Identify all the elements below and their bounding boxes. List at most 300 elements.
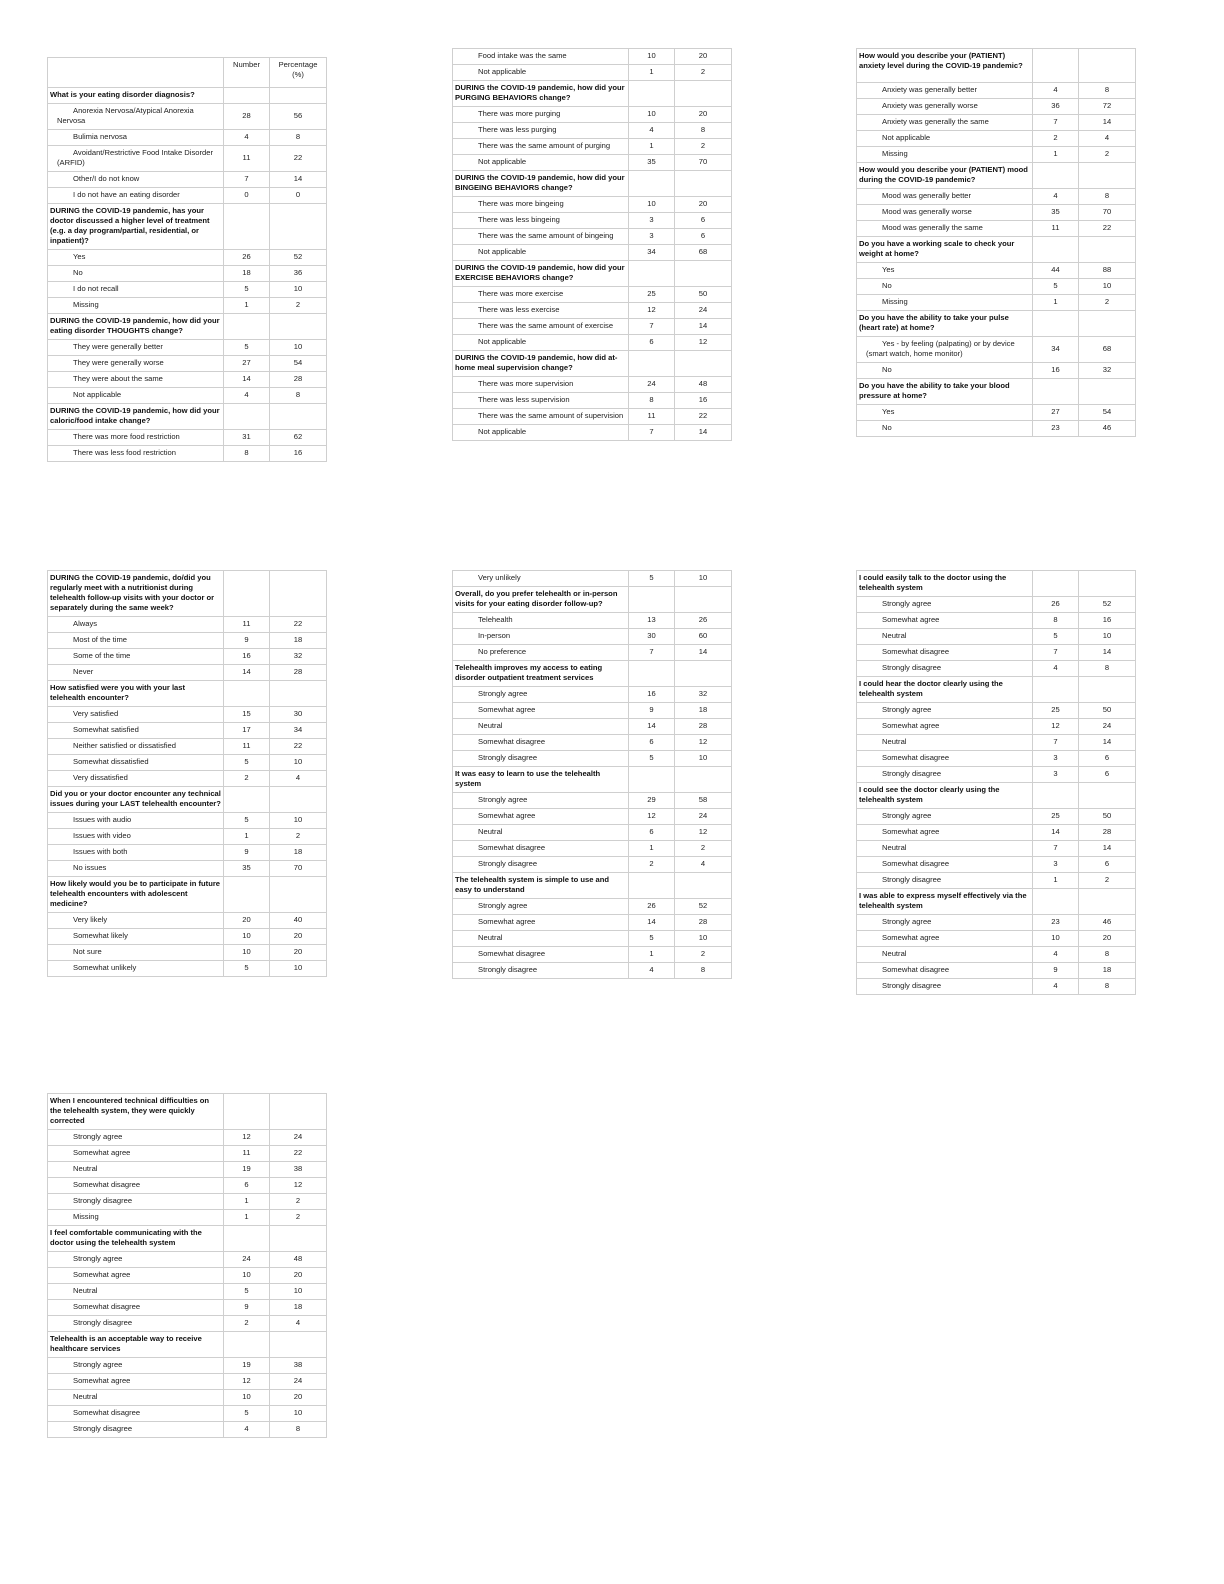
percentage-cell: 24 bbox=[1079, 719, 1136, 735]
option-row bbox=[48, 665, 327, 681]
percentage-cell: 52 bbox=[675, 899, 732, 915]
option-row bbox=[857, 205, 1136, 221]
option-row bbox=[857, 809, 1136, 825]
option-label: Strongly agree bbox=[48, 1358, 224, 1374]
count-cell: 5 bbox=[1033, 629, 1079, 645]
option-row bbox=[48, 1268, 327, 1284]
count-cell: 4 bbox=[224, 388, 270, 404]
option-label: There was more supervision bbox=[453, 377, 629, 393]
count-cell: 24 bbox=[224, 1252, 270, 1268]
count-cell: 2 bbox=[1033, 131, 1079, 147]
option-label: Strongly agree bbox=[857, 703, 1033, 719]
question-row bbox=[453, 767, 732, 793]
option-row bbox=[857, 629, 1136, 645]
percentage-cell: 60 bbox=[675, 629, 732, 645]
count-cell: 4 bbox=[1033, 947, 1079, 963]
percentage-cell: 24 bbox=[270, 1130, 327, 1146]
percentage-cell: 20 bbox=[270, 1390, 327, 1406]
count-cell: 26 bbox=[1033, 597, 1079, 613]
count-cell bbox=[1033, 311, 1079, 337]
question-label: I could see the doctor clearly using the telehealth system bbox=[857, 783, 1033, 809]
count-cell bbox=[1033, 571, 1079, 597]
question-label: Overall, do you prefer telehealth or in-person visits for your eating disorder follow-up? bbox=[453, 587, 629, 613]
count-cell bbox=[224, 88, 270, 104]
option-row bbox=[857, 421, 1136, 437]
option-label: Strongly disagree bbox=[48, 1316, 224, 1332]
percentage-cell: 20 bbox=[1079, 931, 1136, 947]
option-row bbox=[453, 213, 732, 229]
percentage-cell: 14 bbox=[675, 319, 732, 335]
percentage-cell: 16 bbox=[1079, 613, 1136, 629]
percentage-cell: 2 bbox=[1079, 873, 1136, 889]
count-cell: 35 bbox=[224, 861, 270, 877]
option-label: They were about the same bbox=[48, 372, 224, 388]
question-label: DURING the COVID-19 pandemic, how did your BINGEING BEHAVIORS change? bbox=[453, 171, 629, 197]
count-cell: 10 bbox=[629, 197, 675, 213]
option-row bbox=[48, 1358, 327, 1374]
option-row bbox=[48, 1316, 327, 1332]
percentage-cell: 22 bbox=[270, 1146, 327, 1162]
percentage-cell: 36 bbox=[270, 266, 327, 282]
option-row bbox=[48, 446, 327, 462]
option-row bbox=[453, 915, 732, 931]
option-label: Strongly disagree bbox=[453, 857, 629, 873]
count-cell: 2 bbox=[224, 771, 270, 787]
option-label: Somewhat agree bbox=[453, 809, 629, 825]
percentage-cell: 26 bbox=[675, 613, 732, 629]
count-cell: 11 bbox=[224, 146, 270, 172]
count-cell: 1 bbox=[224, 1194, 270, 1210]
question-row bbox=[453, 661, 732, 687]
question-label: I was able to express myself effectively via the telehealth system bbox=[857, 889, 1033, 915]
option-label: No bbox=[857, 363, 1033, 379]
option-row bbox=[453, 857, 732, 873]
option-label: Not applicable bbox=[453, 155, 629, 171]
percentage-cell bbox=[270, 787, 327, 813]
percentage-cell: 2 bbox=[270, 298, 327, 314]
count-cell: 3 bbox=[629, 229, 675, 245]
option-label: Somewhat agree bbox=[453, 915, 629, 931]
percentage-cell bbox=[270, 571, 327, 617]
count-cell: 16 bbox=[1033, 363, 1079, 379]
percentage-cell: 2 bbox=[270, 1210, 327, 1226]
option-row bbox=[48, 913, 327, 929]
question-label: How satisfied were you with your last telehealth encounter? bbox=[48, 681, 224, 707]
count-cell: 12 bbox=[224, 1374, 270, 1390]
percentage-cell: 16 bbox=[675, 393, 732, 409]
question-row bbox=[857, 889, 1136, 915]
option-label: Somewhat unlikely bbox=[48, 961, 224, 977]
count-cell: 14 bbox=[1033, 825, 1079, 841]
option-label: Mood was generally worse bbox=[857, 205, 1033, 221]
option-row bbox=[857, 719, 1136, 735]
percentage-cell: 10 bbox=[270, 755, 327, 771]
percentage-cell: 6 bbox=[675, 229, 732, 245]
option-row bbox=[453, 287, 732, 303]
percentage-cell: 22 bbox=[270, 739, 327, 755]
option-row bbox=[857, 613, 1136, 629]
percentage-cell: 2 bbox=[675, 65, 732, 81]
table-header-row bbox=[48, 58, 327, 88]
question-label: DURING the COVID-19 pandemic, how did your PURGING BEHAVIORS change? bbox=[453, 81, 629, 107]
question-label: Do you have the ability to take your pulse (heart rate) at home? bbox=[857, 311, 1033, 337]
question-label: Telehealth is an acceptable way to receive healthcare services bbox=[48, 1332, 224, 1358]
option-label: Issues with audio bbox=[48, 813, 224, 829]
option-label: No bbox=[857, 279, 1033, 295]
question-label: When I encountered technical difficulties on the telehealth system, they were quickly corrected bbox=[48, 1094, 224, 1130]
count-cell bbox=[629, 81, 675, 107]
question-row bbox=[48, 88, 327, 104]
option-row bbox=[453, 335, 732, 351]
option-label: Somewhat agree bbox=[857, 613, 1033, 629]
percentage-cell: 46 bbox=[1079, 915, 1136, 931]
option-row bbox=[48, 172, 327, 188]
question-row bbox=[453, 261, 732, 287]
question-label: How likely would you be to participate in future telehealth encounters with adolescent medicine? bbox=[48, 877, 224, 913]
question-row bbox=[453, 171, 732, 197]
option-label: There was more purging bbox=[453, 107, 629, 123]
option-label: There was the same amount of purging bbox=[453, 139, 629, 155]
option-row bbox=[48, 961, 327, 977]
option-label: Somewhat disagree bbox=[48, 1178, 224, 1194]
percentage-cell bbox=[270, 1226, 327, 1252]
header-blank-cell bbox=[48, 58, 224, 88]
percentage-cell: 18 bbox=[675, 703, 732, 719]
option-row bbox=[453, 613, 732, 629]
option-row bbox=[857, 363, 1136, 379]
percentage-cell: 14 bbox=[1079, 841, 1136, 857]
option-row bbox=[857, 115, 1136, 131]
option-label: Neither satisfied or dissatisfied bbox=[48, 739, 224, 755]
option-row bbox=[48, 929, 327, 945]
percentage-cell: 2 bbox=[675, 841, 732, 857]
option-label: Somewhat likely bbox=[48, 929, 224, 945]
percentage-cell bbox=[675, 873, 732, 899]
percentage-cell: 4 bbox=[675, 857, 732, 873]
option-label: I do not have an eating disorder bbox=[48, 188, 224, 204]
count-cell: 35 bbox=[629, 155, 675, 171]
percentage-cell: 14 bbox=[270, 172, 327, 188]
count-cell bbox=[224, 571, 270, 617]
percentage-cell: 8 bbox=[270, 388, 327, 404]
count-cell: 2 bbox=[629, 857, 675, 873]
option-label: Somewhat disagree bbox=[48, 1300, 224, 1316]
count-cell: 10 bbox=[1033, 931, 1079, 947]
option-row bbox=[48, 1284, 327, 1300]
option-row bbox=[857, 915, 1136, 931]
percentage-cell: 28 bbox=[675, 915, 732, 931]
option-label: Not applicable bbox=[453, 245, 629, 261]
percentage-cell: 40 bbox=[270, 913, 327, 929]
percentage-cell: 20 bbox=[675, 49, 732, 65]
count-cell: 1 bbox=[629, 947, 675, 963]
option-label: There was the same amount of exercise bbox=[453, 319, 629, 335]
count-cell: 5 bbox=[224, 1406, 270, 1422]
percentage-cell: 10 bbox=[270, 282, 327, 298]
percentage-cell: 10 bbox=[270, 813, 327, 829]
percentage-cell: 14 bbox=[1079, 115, 1136, 131]
option-label: Not applicable bbox=[453, 335, 629, 351]
option-row bbox=[453, 825, 732, 841]
survey-table-4 bbox=[47, 570, 327, 977]
percentage-cell: 8 bbox=[1079, 83, 1136, 99]
option-row bbox=[453, 645, 732, 661]
option-label: Somewhat agree bbox=[48, 1146, 224, 1162]
option-row bbox=[857, 189, 1136, 205]
survey-table-5 bbox=[452, 570, 732, 979]
option-label: There was less supervision bbox=[453, 393, 629, 409]
option-label: Strongly disagree bbox=[857, 767, 1033, 783]
question-label: What is your eating disorder diagnosis? bbox=[48, 88, 224, 104]
count-cell: 7 bbox=[629, 319, 675, 335]
percentage-cell: 4 bbox=[270, 771, 327, 787]
count-cell: 4 bbox=[1033, 83, 1079, 99]
percentage-cell: 22 bbox=[270, 617, 327, 633]
option-label: Somewhat disagree bbox=[453, 735, 629, 751]
option-row bbox=[48, 1130, 327, 1146]
count-cell: 7 bbox=[1033, 735, 1079, 751]
count-cell: 14 bbox=[629, 915, 675, 931]
count-cell: 35 bbox=[1033, 205, 1079, 221]
count-cell: 13 bbox=[629, 613, 675, 629]
survey-table-1 bbox=[47, 57, 327, 462]
option-label: Not applicable bbox=[857, 131, 1033, 147]
option-label: Anorexia Nervosa/Atypical Anorexia Nervosa bbox=[48, 104, 224, 130]
table-body bbox=[453, 571, 732, 979]
percentage-cell bbox=[1079, 237, 1136, 263]
percentage-cell: 54 bbox=[1079, 405, 1136, 421]
percentage-cell: 54 bbox=[270, 356, 327, 372]
option-label: There was less exercise bbox=[453, 303, 629, 319]
count-cell: 25 bbox=[1033, 703, 1079, 719]
count-cell: 27 bbox=[224, 356, 270, 372]
percentage-cell bbox=[270, 314, 327, 340]
option-label: Always bbox=[48, 617, 224, 633]
option-row bbox=[48, 1146, 327, 1162]
option-row bbox=[48, 813, 327, 829]
count-cell: 15 bbox=[224, 707, 270, 723]
percentage-cell bbox=[270, 681, 327, 707]
count-cell: 7 bbox=[1033, 841, 1079, 857]
count-cell bbox=[629, 767, 675, 793]
count-cell bbox=[224, 404, 270, 430]
percentage-cell: 8 bbox=[1079, 979, 1136, 995]
percentage-cell: 10 bbox=[270, 961, 327, 977]
option-label: Other/I do not know bbox=[48, 172, 224, 188]
count-cell: 25 bbox=[1033, 809, 1079, 825]
question-row bbox=[857, 49, 1136, 83]
percentage-cell: 88 bbox=[1079, 263, 1136, 279]
option-row bbox=[48, 1390, 327, 1406]
option-label: Strongly disagree bbox=[857, 661, 1033, 677]
option-label: Strongly agree bbox=[857, 597, 1033, 613]
option-row bbox=[857, 645, 1136, 661]
option-label: Anxiety was generally better bbox=[857, 83, 1033, 99]
count-cell: 10 bbox=[224, 1268, 270, 1284]
percentage-cell bbox=[1079, 311, 1136, 337]
count-cell: 4 bbox=[224, 1422, 270, 1438]
count-cell bbox=[224, 877, 270, 913]
option-label: Neutral bbox=[857, 735, 1033, 751]
option-row bbox=[453, 409, 732, 425]
option-row bbox=[453, 899, 732, 915]
count-cell: 19 bbox=[224, 1162, 270, 1178]
count-cell bbox=[224, 1332, 270, 1358]
option-row bbox=[857, 337, 1136, 363]
option-label: There was the same amount of bingeing bbox=[453, 229, 629, 245]
option-row bbox=[48, 755, 327, 771]
option-row bbox=[48, 130, 327, 146]
count-cell: 9 bbox=[629, 703, 675, 719]
percentage-cell: 12 bbox=[270, 1178, 327, 1194]
count-cell: 23 bbox=[1033, 421, 1079, 437]
count-cell: 6 bbox=[629, 735, 675, 751]
count-cell bbox=[1033, 889, 1079, 915]
count-cell: 7 bbox=[629, 425, 675, 441]
count-cell: 6 bbox=[224, 1178, 270, 1194]
percentage-cell: 12 bbox=[675, 335, 732, 351]
count-cell: 5 bbox=[224, 813, 270, 829]
count-cell: 1 bbox=[224, 829, 270, 845]
option-row bbox=[857, 405, 1136, 421]
question-row bbox=[48, 1226, 327, 1252]
option-label: Yes - by feeling (palpating) or by device (smart watch, home monitor) bbox=[857, 337, 1033, 363]
option-label: Strongly disagree bbox=[48, 1422, 224, 1438]
option-row bbox=[453, 49, 732, 65]
survey-table-6 bbox=[856, 570, 1136, 995]
count-cell: 12 bbox=[629, 809, 675, 825]
option-row bbox=[857, 767, 1136, 783]
option-row bbox=[857, 735, 1136, 751]
percentage-cell: 10 bbox=[270, 1284, 327, 1300]
question-row bbox=[857, 311, 1136, 337]
table-body bbox=[857, 571, 1136, 995]
question-row bbox=[48, 314, 327, 340]
count-cell: 11 bbox=[629, 409, 675, 425]
option-row bbox=[453, 841, 732, 857]
count-cell: 26 bbox=[224, 250, 270, 266]
percentage-cell bbox=[1079, 163, 1136, 189]
count-cell bbox=[1033, 677, 1079, 703]
option-label: Very likely bbox=[48, 913, 224, 929]
count-cell: 14 bbox=[224, 665, 270, 681]
option-label: Neutral bbox=[453, 719, 629, 735]
option-label: Very unlikely bbox=[453, 571, 629, 587]
question-label: Telehealth improves my access to eating disorder outpatient treatment services bbox=[453, 661, 629, 687]
count-cell: 4 bbox=[629, 963, 675, 979]
option-row bbox=[48, 617, 327, 633]
count-cell: 5 bbox=[629, 571, 675, 587]
option-row bbox=[857, 931, 1136, 947]
option-row bbox=[857, 661, 1136, 677]
count-cell: 30 bbox=[629, 629, 675, 645]
percentage-cell: 52 bbox=[270, 250, 327, 266]
count-cell: 5 bbox=[224, 1284, 270, 1300]
count-cell: 11 bbox=[224, 617, 270, 633]
count-cell: 9 bbox=[224, 633, 270, 649]
count-cell: 4 bbox=[1033, 189, 1079, 205]
option-label: Somewhat disagree bbox=[857, 645, 1033, 661]
option-row bbox=[48, 861, 327, 877]
question-label: DURING the COVID-19 pandemic, how did at-home meal supervision change? bbox=[453, 351, 629, 377]
option-row bbox=[857, 147, 1136, 163]
option-label: Yes bbox=[857, 405, 1033, 421]
option-label: Very satisfied bbox=[48, 707, 224, 723]
option-row bbox=[48, 104, 327, 130]
count-cell: 4 bbox=[224, 130, 270, 146]
option-label: Issues with video bbox=[48, 829, 224, 845]
option-row bbox=[453, 245, 732, 261]
question-label: How would you describe your (PATIENT) mood during the COVID-19 pandemic? bbox=[857, 163, 1033, 189]
count-cell: 5 bbox=[224, 282, 270, 298]
percentage-cell: 24 bbox=[270, 1374, 327, 1390]
question-row bbox=[48, 877, 327, 913]
count-cell bbox=[1033, 49, 1079, 83]
table-body bbox=[453, 49, 732, 441]
option-label: Strongly agree bbox=[453, 899, 629, 915]
option-row bbox=[48, 388, 327, 404]
percentage-cell: 6 bbox=[1079, 857, 1136, 873]
percentage-cell: 18 bbox=[1079, 963, 1136, 979]
count-cell bbox=[224, 681, 270, 707]
percentage-cell: 50 bbox=[675, 287, 732, 303]
question-row bbox=[48, 787, 327, 813]
percentage-cell: 28 bbox=[270, 665, 327, 681]
count-cell: 11 bbox=[1033, 221, 1079, 237]
option-label: Yes bbox=[857, 263, 1033, 279]
option-label: Neutral bbox=[48, 1390, 224, 1406]
count-cell: 9 bbox=[224, 845, 270, 861]
option-row bbox=[857, 295, 1136, 311]
option-row bbox=[857, 841, 1136, 857]
percentage-cell bbox=[1079, 49, 1136, 83]
percentage-cell: 8 bbox=[1079, 947, 1136, 963]
count-cell: 10 bbox=[224, 945, 270, 961]
option-label: Somewhat disagree bbox=[857, 751, 1033, 767]
option-label: Missing bbox=[857, 147, 1033, 163]
percentage-cell bbox=[1079, 677, 1136, 703]
percentage-cell: 58 bbox=[675, 793, 732, 809]
count-cell: 17 bbox=[224, 723, 270, 739]
option-label: Somewhat agree bbox=[453, 703, 629, 719]
option-label: Mood was generally better bbox=[857, 189, 1033, 205]
option-row bbox=[48, 845, 327, 861]
percentage-cell bbox=[675, 767, 732, 793]
percentage-cell: 8 bbox=[270, 130, 327, 146]
option-label: There was less bingeing bbox=[453, 213, 629, 229]
option-label: Missing bbox=[48, 298, 224, 314]
count-cell: 7 bbox=[1033, 645, 1079, 661]
count-cell: 12 bbox=[1033, 719, 1079, 735]
question-label: DURING the COVID-19 pandemic, do/did you regularly meet with a nutritionist during telehealth follow-up visits with your doctor or separately during the same week? bbox=[48, 571, 224, 617]
count-cell: 3 bbox=[1033, 767, 1079, 783]
option-label: Strongly agree bbox=[48, 1130, 224, 1146]
option-label: Strongly agree bbox=[453, 793, 629, 809]
option-row bbox=[48, 1194, 327, 1210]
percentage-cell: 52 bbox=[1079, 597, 1136, 613]
option-row bbox=[453, 687, 732, 703]
percentage-cell: 6 bbox=[1079, 751, 1136, 767]
count-cell: 34 bbox=[629, 245, 675, 261]
option-row bbox=[48, 707, 327, 723]
count-cell: 1 bbox=[629, 65, 675, 81]
percentage-cell: 6 bbox=[1079, 767, 1136, 783]
option-row bbox=[453, 793, 732, 809]
option-row bbox=[48, 1162, 327, 1178]
percentage-cell: 28 bbox=[270, 372, 327, 388]
option-row bbox=[453, 123, 732, 139]
percentage-cell: 20 bbox=[675, 107, 732, 123]
